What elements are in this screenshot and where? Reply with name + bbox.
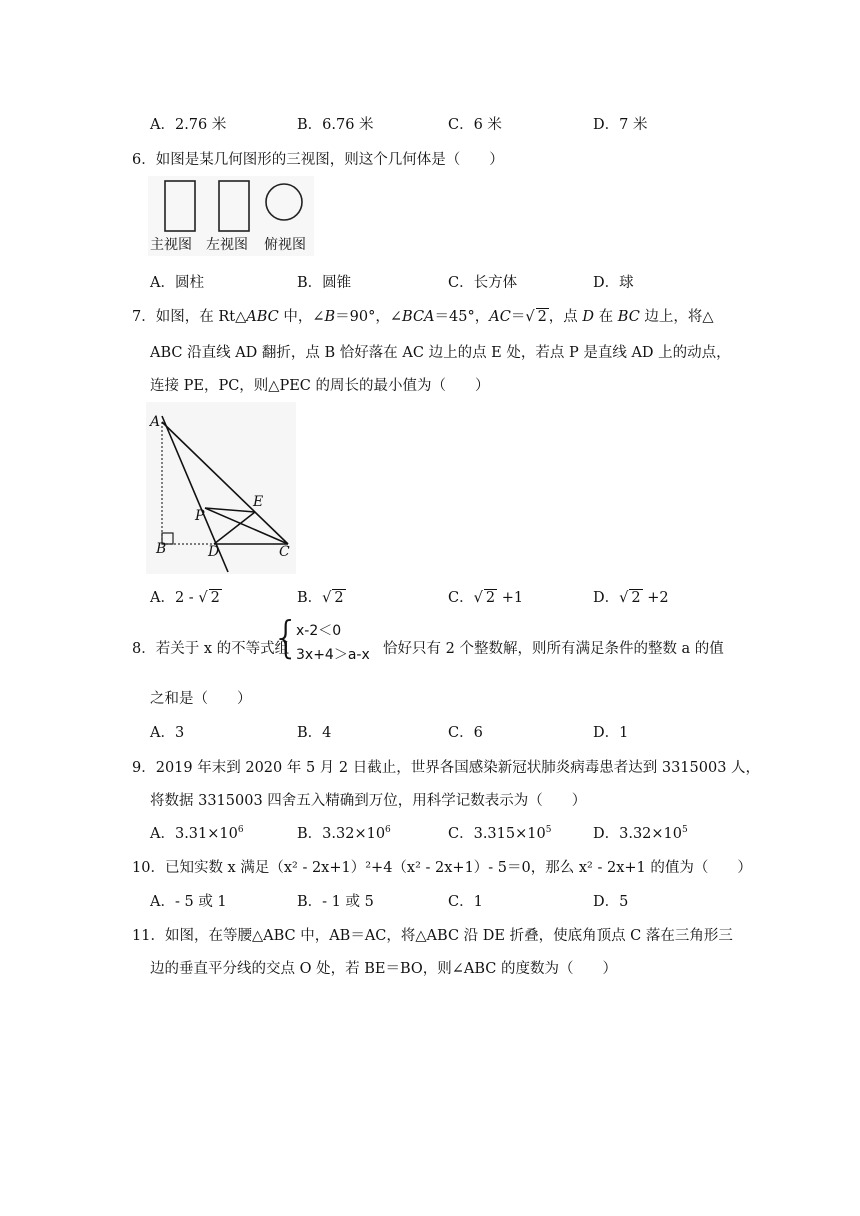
q10-option-b: B．- 1 或 5 bbox=[297, 894, 374, 910]
q7-line-3: 连接 PE，PC，则△PEC 的周长的最小值为（ ） bbox=[150, 378, 490, 394]
label-a: A bbox=[150, 414, 161, 430]
q7-text-b: ABC bbox=[246, 309, 279, 325]
q6-option-a: A．圆柱 bbox=[150, 275, 204, 291]
inequality-2: 3x+4＞a-x bbox=[296, 647, 370, 663]
q8-pre: 8．若关于 x 的不等式组 bbox=[132, 641, 290, 657]
label-b: B bbox=[156, 541, 167, 557]
q7-option-c: C．√ 2 +1 bbox=[448, 590, 524, 606]
q8-option-c: C．6 bbox=[448, 725, 483, 741]
front-view-label: 主视图 bbox=[150, 237, 192, 253]
q5-option-c: C．6 米 bbox=[448, 117, 502, 133]
q7-text-n: 边上，将△ bbox=[639, 309, 714, 325]
q8-option-a: A．3 bbox=[150, 725, 185, 741]
q5-option-b: B．6.76 米 bbox=[297, 117, 374, 133]
three-views-figure bbox=[148, 176, 314, 256]
q7-text-m: BC bbox=[617, 309, 640, 325]
q7-text-l: 在 bbox=[594, 309, 618, 325]
q6-option-d: D．球 bbox=[593, 275, 634, 291]
q8-post: 恰好只有 2 个整数解，则所有满足条件的整数 a 的值 bbox=[383, 641, 724, 657]
q7-triangle-drawing bbox=[146, 402, 296, 574]
q9-option-a: A．$3.31\times 10^6$ bbox=[150, 825, 244, 842]
q7-option-a: A．2 - √ 2 bbox=[150, 590, 220, 606]
brace-symbol: { bbox=[272, 612, 300, 663]
label-e: E bbox=[253, 494, 264, 510]
q10-option-c: C．1 bbox=[448, 894, 483, 910]
q5-option-d: D．7 米 bbox=[593, 117, 648, 133]
q7-text-i: ＝ bbox=[510, 309, 526, 325]
q8-option-b: B．4 bbox=[297, 725, 332, 741]
q7-option-b: B．√ 2 bbox=[297, 590, 344, 606]
q7-text-e: ＝90°，∠ bbox=[335, 309, 403, 325]
q9-line-1: 9．2019 年末到 2020 年 5 月 2 日截止，世界各国感染新冠状肺炎病毒患者达到 3315003 人， bbox=[132, 760, 761, 776]
q10-option-d: D．5 bbox=[593, 894, 629, 910]
q11-line-2: 边的垂直平分线的交点 O 处，若 BE＝BO，则∠ABC 的度数为（ ） bbox=[150, 961, 618, 977]
label-p: P bbox=[195, 508, 205, 524]
sqrt-radicand: 2 bbox=[537, 309, 547, 325]
q9-line-2: 将数据 3315003 四舍五入精确到万位，用科学记数表示为（ ） bbox=[150, 793, 587, 809]
q7-text-g: ＝45°， bbox=[434, 309, 490, 325]
q9-option-c: C．$3.315\times 10^5$ bbox=[448, 825, 552, 842]
inequality-1: x-2＜0 bbox=[296, 623, 342, 639]
inequality-system bbox=[272, 612, 382, 670]
q8-option-d: D．1 bbox=[593, 725, 629, 741]
sqrt-symbol: √ 2 bbox=[525, 309, 547, 325]
top-view-label: 俯视图 bbox=[264, 237, 306, 253]
q7-text-j: ，点 bbox=[548, 309, 583, 325]
q7-text-k: D bbox=[582, 309, 595, 325]
q7-triangle-figure bbox=[146, 402, 296, 574]
side-view-label: 左视图 bbox=[206, 237, 248, 253]
q7-line-2: ABC 沿直线 AD 翻折，点 B 恰好落在 AC 边上的点 E 处，若点 P 是直线 AD 上的动点， bbox=[150, 345, 731, 361]
q7-text-c: 中，∠ bbox=[278, 309, 325, 325]
q5-option-a: A．2.76 米 bbox=[150, 117, 227, 133]
label-c: C bbox=[279, 544, 290, 560]
q7-text-d: B bbox=[324, 309, 336, 325]
q10-line-1: 10．已知实数 x 满足（x² - 2x+1）²+4（x² - 2x+1）- 5＝0，那么 x² - 2x+1 的值为（ ） bbox=[132, 860, 752, 876]
q11-line-1: 11．如图，在等腰△ABC 中，AB＝AC，将△ABC 沿 DE 折叠，使底角顶点 C 落在三角形三 bbox=[132, 928, 733, 944]
label-d: D bbox=[208, 544, 220, 560]
q9-option-d: D．$3.32\times 10^5$ bbox=[593, 825, 688, 842]
q8-line-2: 之和是（ ） bbox=[150, 691, 252, 707]
q7-text-f: BCA bbox=[402, 309, 435, 325]
q6-stem: 6．如图是某几何图形的三视图，则这个几何体是（ ） bbox=[132, 152, 504, 168]
q7-text-h: AC bbox=[489, 309, 511, 325]
q7-text-a: 如图，在 Rt△ bbox=[155, 309, 247, 325]
q7-option-d: D．√ 2 +2 bbox=[593, 590, 669, 606]
q10-option-a: A．- 5 或 1 bbox=[150, 894, 227, 910]
q7-number: 7． bbox=[132, 309, 156, 325]
q7-line-1 bbox=[132, 305, 714, 326]
q6-option-b: B．圆锥 bbox=[297, 275, 352, 291]
q9-option-b: B．$3.32\times 10^6$ bbox=[297, 825, 391, 842]
q6-option-c: C．长方体 bbox=[448, 275, 518, 291]
